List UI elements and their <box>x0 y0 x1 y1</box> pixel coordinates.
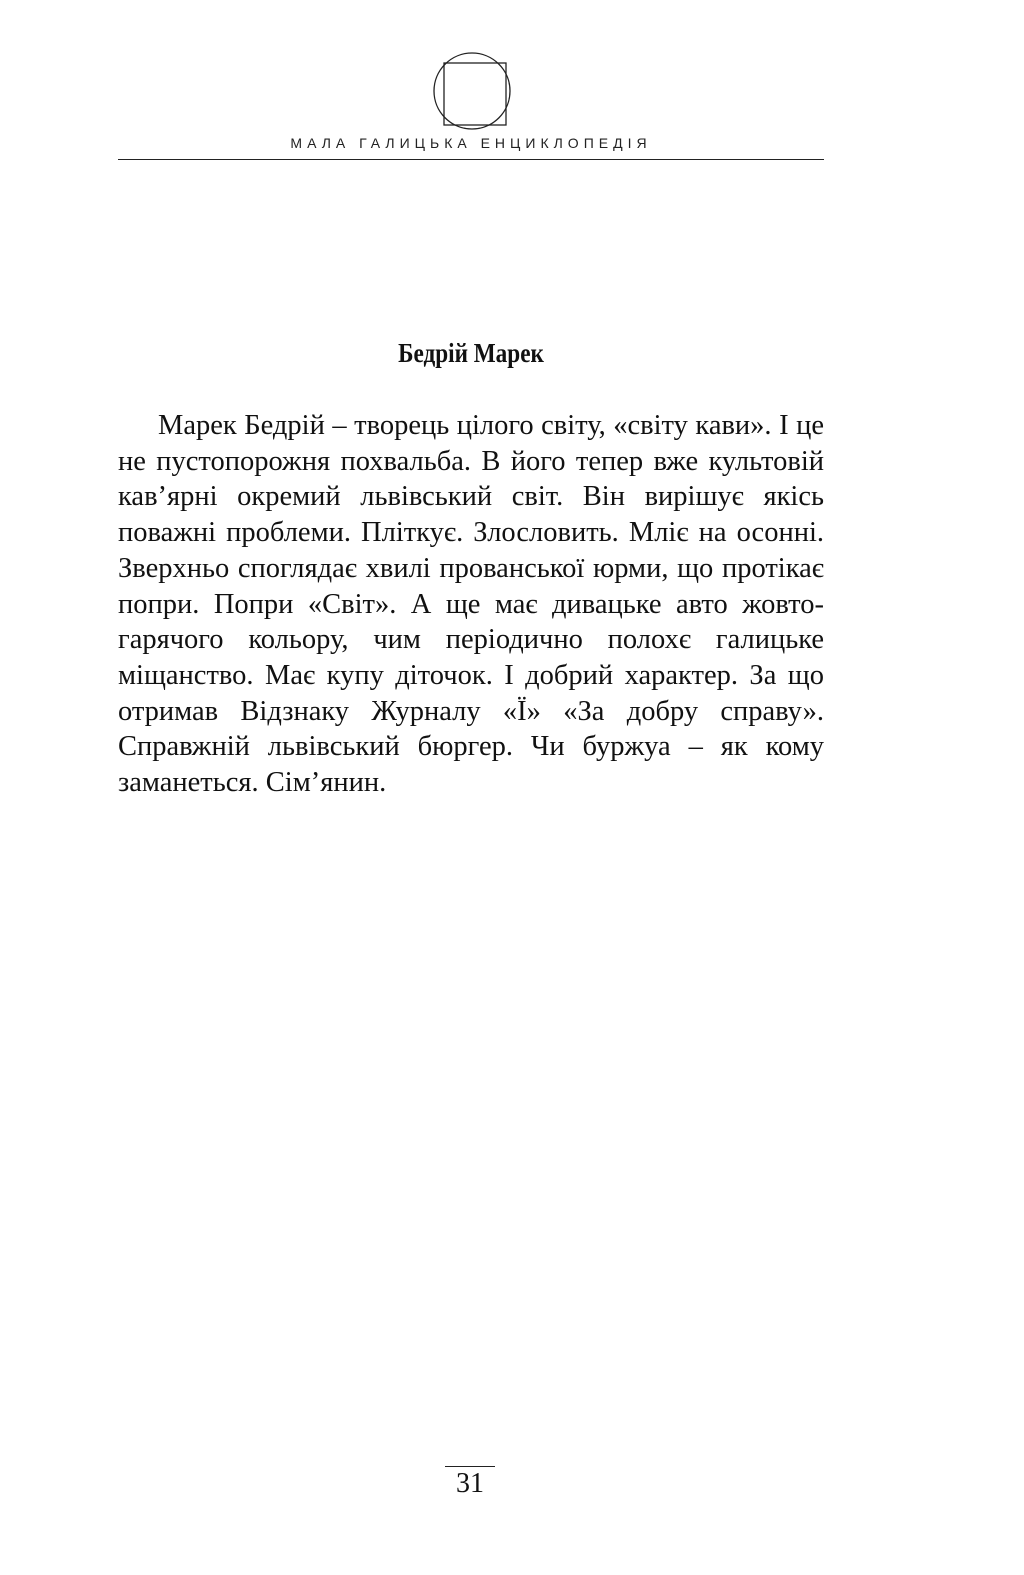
running-header-title: МАЛА ГАЛИЦЬКА ЕНЦИКЛОПЕДІЯ <box>290 135 652 151</box>
page-number: 31 <box>456 1468 484 1499</box>
circle-square-emblem-icon <box>431 50 513 132</box>
header-divider <box>118 159 824 160</box>
article-body: Марек Бедрій – творець цілого світу, «світу кави». І це не пустопорожня похвальба. В його тепер вже культовій кав’ярні окремий львівський світ. Він вирішує якісь поважні проблеми. Пліткує. Злословить. Млiє на осонні. Зверхньо споглядає хвилі прованської юрми, що протікає попри. Попри «Світ». А ще має дивацьке авто жовто-гарячого кольору, чим періодично полохє галицьке міщанство. Має купу діточок. І добрий характер. За що отримав Відзнаку Журналу «Ї» «За добру справу». Справжній львівський бюргер. Чи буржуа – як кому заманеться. Сім’янин. <box>118 410 824 799</box>
page-number-divider <box>445 1466 495 1467</box>
article-title: Бедрій Марек <box>398 338 544 368</box>
